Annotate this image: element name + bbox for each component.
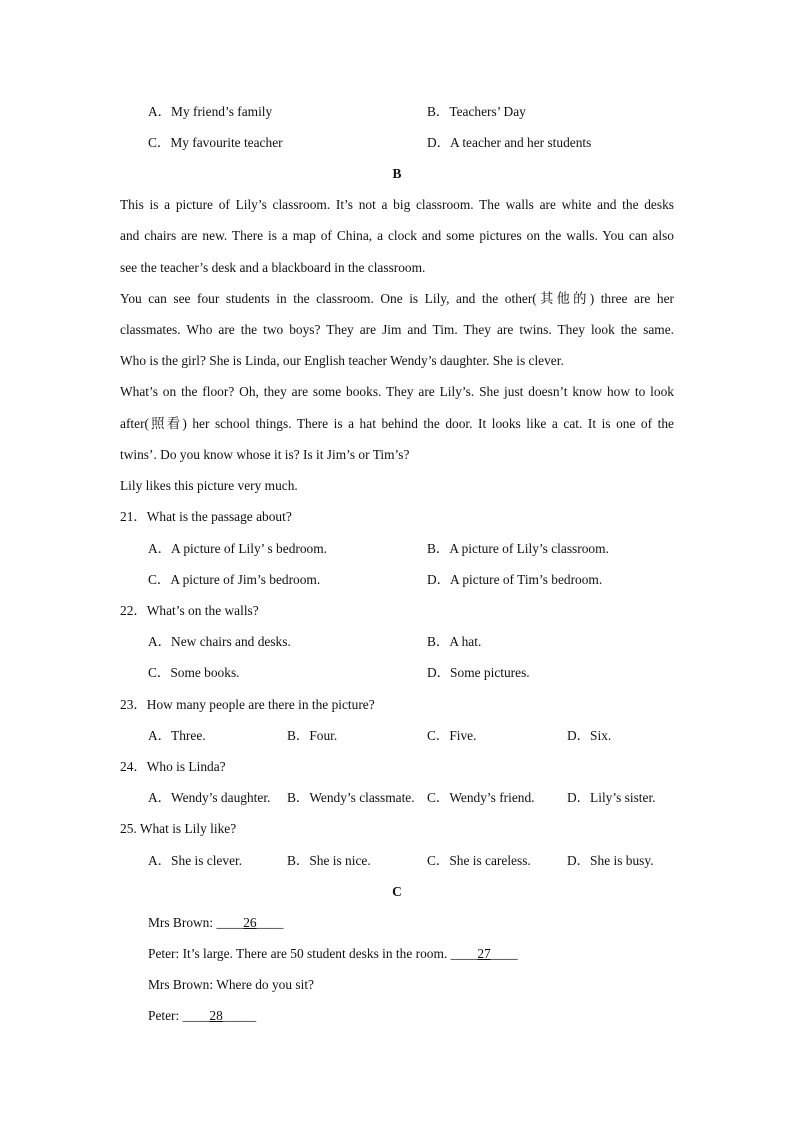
passage-line: twins’. Do you know whose it is? Is it Jim’s or Tim’s? (120, 447, 410, 462)
blank-number-26: 26 (243, 915, 257, 930)
q24-option-d: D．Lily’s sister. (567, 790, 656, 805)
prev-option-d: D．A teacher and her students (427, 135, 592, 150)
q23-option-c: C．Five. (427, 728, 477, 743)
blank-number-27: 27 (477, 946, 491, 961)
q22-option-b: B．A hat. (427, 634, 482, 649)
q21-option-d: D．A picture of Tim’s bedroom. (427, 572, 603, 587)
dialogue-text: Peter: (148, 1008, 183, 1023)
section-b-title: B (392, 166, 402, 181)
blank-pre: ____ (216, 915, 244, 930)
passage-line: This is a picture of Lily’s classroom. It’s not a big classroom. The walls are white and the desks (120, 197, 674, 212)
prev-option-a: A．My friend’s family (148, 104, 273, 119)
dialogue-line (148, 946, 518, 962)
q21-option-c: C．A picture of Jim’s bedroom. (148, 572, 321, 587)
q25-option-b: B．She is nice. (287, 853, 371, 868)
prev-option-c: C．My favourite teacher (148, 135, 283, 150)
question-21: 21．What is the passage about? (120, 509, 292, 524)
q23-option-a: A．Three. (148, 728, 206, 743)
dialogue-text: Mrs Brown: Where do you sit? (148, 977, 314, 992)
q24-option-b: B．Wendy’s classmate. (287, 790, 415, 805)
q23-option-b: B．Four. (287, 728, 338, 743)
passage-line: after(照看) her school things. There is a hat behind the door. It looks like a cat. It is one of the (120, 416, 674, 431)
question-25: 25. What is Lily like? (120, 821, 237, 836)
q24-option-c: C．Wendy’s friend. (427, 790, 535, 805)
question-24: 24．Who is Linda? (120, 759, 226, 774)
dialogue-line (148, 977, 314, 993)
passage-line: Lily likes this picture very much. (120, 478, 298, 493)
question-23: 23．How many people are there in the picture? (120, 697, 375, 712)
dialogue-line (148, 1008, 256, 1024)
prev-option-b: B．Teachers’ Day (427, 104, 526, 119)
blank-pre: ____ (182, 1008, 210, 1023)
passage-line: Who is the girl? She is Linda, our English teacher Wendy’s daughter. She is clever. (120, 353, 564, 368)
q25-option-a: A．She is clever. (148, 853, 243, 868)
passage-line: classmates. Who are the two boys? They are Jim and Tim. They are twins. They look the same. (120, 322, 674, 337)
q21-option-b: B．A picture of Lily’s classroom. (427, 541, 609, 556)
section-c-title: C (392, 884, 402, 899)
q25-option-d: D．She is busy. (567, 853, 654, 868)
blank-post: ____ (256, 915, 284, 930)
blank-post: _____ (222, 1008, 257, 1023)
q22-option-d: D．Some pictures. (427, 665, 530, 680)
passage-line: see the teacher’s desk and a blackboard in the classroom. (120, 260, 426, 275)
dialogue-line (148, 915, 283, 931)
q22-option-a: A．New chairs and desks. (148, 634, 291, 649)
blank-number-28: 28 (209, 1008, 223, 1023)
q24-option-a: A．Wendy’s daughter. (148, 790, 271, 805)
dialogue-text: Mrs Brown: (148, 915, 217, 930)
q23-option-d: D．Six. (567, 728, 612, 743)
blank-post: ____ (490, 946, 518, 961)
q21-option-a: A．A picture of Lily’ s bedroom. (148, 541, 328, 556)
passage-line: What’s on the floor? Oh, they are some books. They are Lily’s. She just doesn’t know how to look (120, 384, 674, 399)
blank-pre: ____ (450, 946, 478, 961)
dialogue-text: Peter: It’s large. There are 50 student desks in the room. (148, 946, 451, 961)
q25-option-c: C．She is careless. (427, 853, 531, 868)
q22-option-c: C．Some books. (148, 665, 240, 680)
passage-line: You can see four students in the classroom. One is Lily, and the other(其他的) three are her (120, 291, 674, 306)
passage-line: and chairs are new. There is a map of China, a clock and some pictures on the walls. You can also (120, 228, 674, 243)
question-22: 22．What’s on the walls? (120, 603, 259, 618)
